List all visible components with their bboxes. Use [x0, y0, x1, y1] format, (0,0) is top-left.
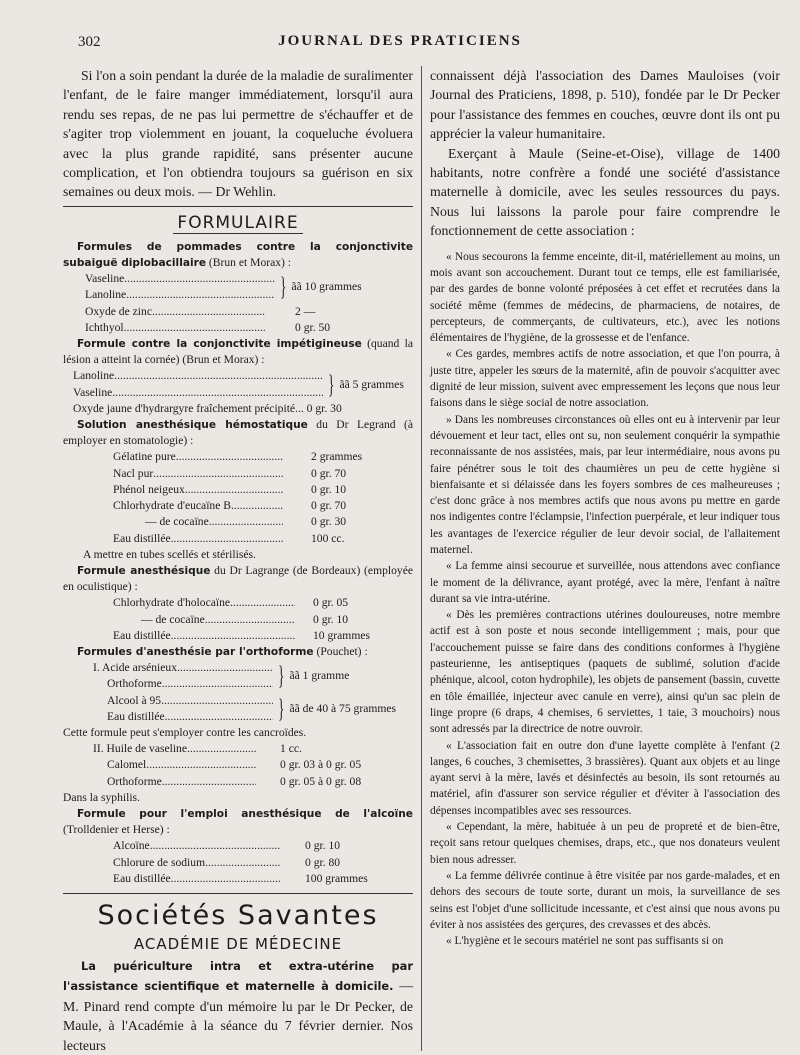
formula-4-rows [113, 595, 403, 644]
ingredient-name: Phénol neigeux [113, 482, 185, 496]
ingredient-row [85, 304, 375, 320]
journal-title: JOURNAL DES PRATICIENS [278, 33, 522, 49]
ingredient-quantity: 0 gr. 70 [311, 499, 347, 513]
leader-dots [124, 271, 275, 287]
ingredient-name: — de cocaïne [145, 515, 209, 529]
formula-6-rows [113, 838, 403, 887]
ingredient-row [113, 531, 403, 547]
brace-quantity: ãã 5 grammes [339, 377, 404, 391]
ingredient-row [113, 595, 403, 611]
leader-dots [146, 757, 256, 773]
ingredient-row [93, 774, 398, 790]
formula-1-brace-group [85, 271, 413, 303]
leader-dots [162, 676, 273, 692]
ingredient-quantity: 0 gr. 05 à 0 gr. 08 [280, 774, 362, 788]
ingredient-row [107, 709, 273, 725]
ingredient-quantity: 0 gr. 70 [311, 466, 347, 480]
quote-paragraph: « Ces gardes, membres actifs de notre association, et que l'on pourra, à juste titre, appeler les sœurs de la maternité, afin de pouvoir s'acquitter avec dignité de leur mission, suivent avec empressement les leçons que nous leur faisons dans le siège social de notre association. [430, 348, 780, 410]
academie-paragraph [63, 956, 413, 1055]
section-rule [63, 206, 413, 207]
leader-dots [150, 838, 281, 854]
formula-5-rest: (Pouchet) : [316, 644, 368, 658]
leader-dots [112, 385, 323, 401]
quote-paragraph: « Nous secourons la femme enceinte, dit-il, matériellement au moins, un mois avant son accouchement. Durant tout ce temps, elle est familiarisée, par des gardes de bonne volonté préposées à cet effet et recrutées dans la société même (femmes de médecins, de pharmaciens, de notaires, de percepteurs, de commerçants, de cultivateurs, etc.), avec les notions élémentaires de l'hygiène, de la grossesse et de l'enfance. [430, 250, 780, 345]
leader-dots [152, 304, 265, 320]
formula-6-intro [63, 806, 413, 838]
leader-dots [230, 595, 295, 611]
academie-subject: La puériculture intra et extra-utérine par l'assistance scientifique et maternelle à domicile. [63, 958, 413, 994]
leader-dots [162, 774, 256, 790]
ingredient-name: — de cocaïne [141, 612, 205, 626]
formula-5-head: Formules d'anesthésie par l'orthoforme [77, 645, 314, 658]
quote-paragraph: « L'hygiène et le secours matériel ne sont pas suffisants si on [446, 935, 724, 948]
left-column [63, 66, 413, 1055]
brace-symbol: } [328, 369, 335, 399]
ingredient-row [113, 855, 403, 871]
ingredient-name: Gélatine pure [113, 450, 176, 464]
formula-5-note-2: Dans la syphilis. [63, 790, 140, 804]
ingredient-quantity: 0 gr. 10 [313, 612, 349, 626]
ingredient-quantity: 0 gr. 10 [311, 482, 347, 496]
ingredient-name: Chlorure de sodium [113, 855, 206, 869]
quote-paragraph: « Cependant, la mère, habituée à un peu de propreté et de bien-être, reçoit sans retour quelques chemises, draps, etc., que nos donateurs veulent bien nous adresser. [430, 821, 780, 866]
formula-1-head: Formules de pommades contre la conjonctivite subaiguë diplobacillaire [63, 240, 413, 270]
ingredient-row [113, 628, 403, 644]
ingredient-row [93, 757, 398, 773]
ingredient-quantity: 100 cc. [311, 531, 345, 545]
quote-paragraph: « La femme délivrée continue à être visitée par nos garde-malades, et en dehors des secours de toute sorte, durant un mois, la surveillance de ses seins est l'objet d'une sollicitude incessante, et c'est ainsi que nous avons pu éviter à nos assistées des gerçures, des crevasses et des abcès. [430, 869, 780, 931]
ingredient-name: Alcool à 95 [107, 693, 162, 707]
ingredient-row [113, 466, 403, 482]
ingredient-name: Lanoline [73, 369, 115, 383]
formula-4-head: Formule anesthésique [77, 564, 211, 577]
leader-dots [187, 741, 256, 757]
leader-dots [205, 612, 295, 628]
ingredient-row [85, 271, 275, 287]
leader-dots [171, 531, 283, 547]
formula-3-note: A mettre en tubes scellés et stérilisés. [83, 547, 256, 561]
ingredient-quantity: 0 gr. 03 à 0 gr. 05 [280, 758, 362, 772]
right-column [430, 66, 780, 949]
leader-dots [209, 514, 283, 530]
ingredient-name: Eau distillée [113, 628, 171, 642]
formula-5-brace-group-1 [93, 660, 413, 692]
ingredient-quantity: 10 grammes [313, 628, 370, 642]
ingredient-row [113, 612, 403, 628]
formula-3-intro [63, 417, 413, 449]
formula-2-head: Formule contre la conjonctivite impétigineuse [77, 338, 362, 351]
formula-3-rest: du Dr Legrand (à employer en stomatologie) : [63, 418, 414, 448]
formula-4-rest: du Dr Lagrange (de Bordeaux) (employée en oculistique) : [63, 563, 413, 594]
ingredient-row [73, 368, 323, 384]
leader-dots [161, 693, 273, 709]
formula-1-authors: (Brun et Morax) : [208, 256, 292, 270]
ingredient-name: II. Huile de vaseline [93, 742, 188, 756]
leader-dots [153, 466, 283, 482]
ingredient-name: Oxyde de zinc [85, 304, 152, 318]
ingredient-quantity: 0 gr. 50 [295, 320, 331, 334]
leader-dots [114, 368, 323, 384]
ingredient-row [107, 693, 273, 709]
ingredient-row [93, 676, 273, 692]
formula-5-intro [63, 644, 413, 660]
ingredient-name: Eau distillée [107, 709, 165, 723]
ingredient-name: Eau distillée [113, 531, 171, 545]
ingredient-row [113, 498, 403, 514]
leader-dots [165, 709, 273, 725]
academie-heading: ACADÉMIE DE MÉDECINE [133, 934, 343, 953]
societes-savantes-heading: Sociétés Savantes [97, 899, 379, 931]
formula-3-head: Solution anesthésique hémostatique [77, 419, 308, 432]
formula-5-brace-group-2 [107, 693, 413, 725]
ingredient-row [93, 741, 398, 757]
ingredient-name: I. Acide arsénieux [93, 661, 178, 675]
ingredient-name: Orthoforme [107, 774, 162, 788]
right-paragraph-2: Exerçant à Maule (Seine-et-Oise), village de 1400 habitants, notre confrère a fondé une société d'assistance maternelle à domicile, avec les seules ressources du pays. Nous lui laissons la parole pour faire comprendre le fonctionnement de cette association : [430, 145, 780, 239]
ingredient-row [113, 514, 403, 530]
ingredient-name: Chlorhydrate d'holocaïne [113, 596, 231, 610]
formulaire-heading [63, 213, 413, 233]
leader-dots [171, 628, 295, 644]
ingredient-quantity: 1 cc. [280, 742, 302, 756]
ingredient-row [85, 287, 275, 303]
ingredient-name: Vaseline [85, 272, 125, 286]
ingredient-name: Orthoforme [107, 677, 162, 691]
ingredient-name: Lanoline [85, 288, 127, 302]
formula-6-rest: (Trolldenier et Herse) : [63, 823, 170, 837]
quote-paragraph: « L'association fait en outre don d'une layette complète à l'enfant (2 langes, 6 couches, 3 chemisettes, 3 brassières). Quant aux objets et au linge ayant servi à la mère, lavés et désinfectés au besoin, ils sont retournés au matériel, afin d'assurer son service régulier et d'éviter à l'association des dépenses incompatibles avec ses ressources. [430, 739, 780, 817]
ingredient-quantity: 0 gr. 10 [305, 839, 341, 853]
column-divider [421, 66, 422, 1051]
formulaire-title: FORMULAIRE [173, 213, 302, 234]
ingredient-name: Alcoïne [113, 839, 150, 853]
ingredient-name: Chlorhydrate d'eucaïne B [113, 499, 231, 513]
formula-5-rows [93, 741, 398, 790]
right-paragraph-1: connaissent déjà l'association des Dames Mauloises (voir Journal des Praticiens, 1898, p. 510), fondée par le Dr Pecker pour l'assistance des femmes en couches, œuvre dont ils ont pu apprécier la valeur humanitaire. [430, 68, 780, 142]
quote-paragraph: « Dès les premières contractions utérines douloureuses, notre membre actif est à son poste et nous seconde intelligemment ; mais, pour que l'accouchement puisse se faire dans des conditions conformes à l'hygiène pasteurienne, les antiseptiques (paquets de sublimé, solution d'acide phénique, alcool, coton hydrophile), les objets de pansement (bassin, cuvette en tôle émaillée, injecteur avec canule en verre), ainsi qu'un sac plein de linge propre (6 draps, 4 chemises, 6 serviettes, 1 taie, 3 mouchoirs) nous sont adressés par la directrice de notre ouvroir. [430, 609, 780, 736]
brace-quantity: ãã 10 grammes [291, 280, 362, 294]
quote-paragraph: « La femme ainsi secourue et surveillée, nous attendons avec confiance le moment de la délivrance, ayant protégé, avec la mère, l'enfant à naître durant sa vie intra-utérine. [430, 560, 780, 605]
ingredient-name: Calomel [107, 758, 147, 772]
formula-2-last: Oxyde jaune d'hydrargyre fraîchement précipité... 0 gr. 30 [73, 401, 342, 415]
leader-dots [205, 855, 281, 871]
section-rule [63, 893, 413, 894]
ingredient-row [113, 871, 403, 887]
intro-paragraph: Si l'on a soin pendant la durée de la maladie de suralimenter l'enfant, de le faire manger immédiatement, lorsqu'il aura rendu ses repas, de ne pas lui permettre de s'échauffer et de s'agiter trop violemment en jouant, la coqueluche évoluera avec la plus grande rapidité, sans présenter aucune complication, et l'on obtiendra toujours sa guérison en six semaines ou deux mois. — Dr Wehlin. [63, 68, 413, 200]
ingredient-quantity: 0 gr. 30 [311, 515, 347, 529]
leader-dots [124, 320, 265, 336]
ingredient-row [113, 838, 403, 854]
ingredient-quantity: 2 grammes [311, 450, 363, 464]
ingredient-name: Nacl pur [113, 466, 154, 480]
formula-1-rows [85, 304, 375, 336]
academie-text: — M. Pinard rend compte d'un mémoire lu par le Dr Pecker, de Maule, à l'Académie à la séance du 7 février dernier. Nos lecteurs [63, 978, 413, 1053]
leader-dots [177, 660, 273, 676]
ingredient-name: Vaseline [73, 385, 113, 399]
ingredient-row [85, 320, 375, 336]
quote-paragraph: » Dans les nombreuses circonstances où elles ont eu à intervenir par leur dévouement et leur tact, elles ont su, non seulement conquérir la sympathie reconnaissante de nos assistées, mais, par leur intermédiaire, nous avons pu faire pénétrer sous le toit des chaumières un peu de cette hygiène si bienfaisante et si délaissée dans les foyers sombres de ces malheureuses ; c'est donc grâce à nos membres actifs que nous avons pu mettre en garde nos indigentes contre l'éclampsie, l'infection puerpérale, et leur indiquer tous les avantages de l'exercice régulier de leur devoir social, de l'allaitement maternel. [430, 413, 780, 556]
leader-dots [176, 449, 283, 465]
ingredient-row [113, 449, 403, 465]
brace-symbol: } [280, 272, 287, 302]
ingredient-row [93, 660, 273, 676]
ingredient-row [73, 385, 323, 401]
brace-quantity: ãã de 40 à 75 grammes [289, 701, 397, 715]
formula-5-note: Cette formule peut s'employer contre les cancroïdes. [63, 725, 307, 739]
ingredient-row [113, 482, 403, 498]
ingredient-name: Eau distillée [113, 871, 171, 885]
formula-6-head: Formule pour l'emploi anesthésique de l'alcoïne [77, 807, 413, 820]
leader-dots [185, 482, 283, 498]
ingredient-name: Ichthyol [85, 320, 124, 334]
formula-3-rows [113, 449, 403, 546]
ingredient-quantity: 0 gr. 80 [305, 855, 341, 869]
leader-dots [126, 287, 275, 303]
page-number: 302 [78, 34, 101, 50]
leader-dots [171, 871, 281, 887]
brace-quantity: ãã 1 gramme [289, 669, 350, 683]
formula-2-rest: (quand la lésion a atteint la cornée) (Brun et Morax) : [63, 337, 413, 367]
brace-symbol: } [278, 693, 285, 723]
formula-1-intro [63, 239, 413, 271]
ingredient-quantity: 100 grammes [305, 871, 368, 885]
formula-2-intro [63, 336, 413, 368]
ingredient-quantity: 0 gr. 05 [313, 596, 349, 610]
formula-2-brace-group [73, 368, 413, 400]
formula-4-intro [63, 563, 413, 595]
ingredient-quantity: 2 — [295, 304, 316, 318]
brace-symbol: } [278, 661, 285, 691]
leader-dots [231, 498, 283, 514]
